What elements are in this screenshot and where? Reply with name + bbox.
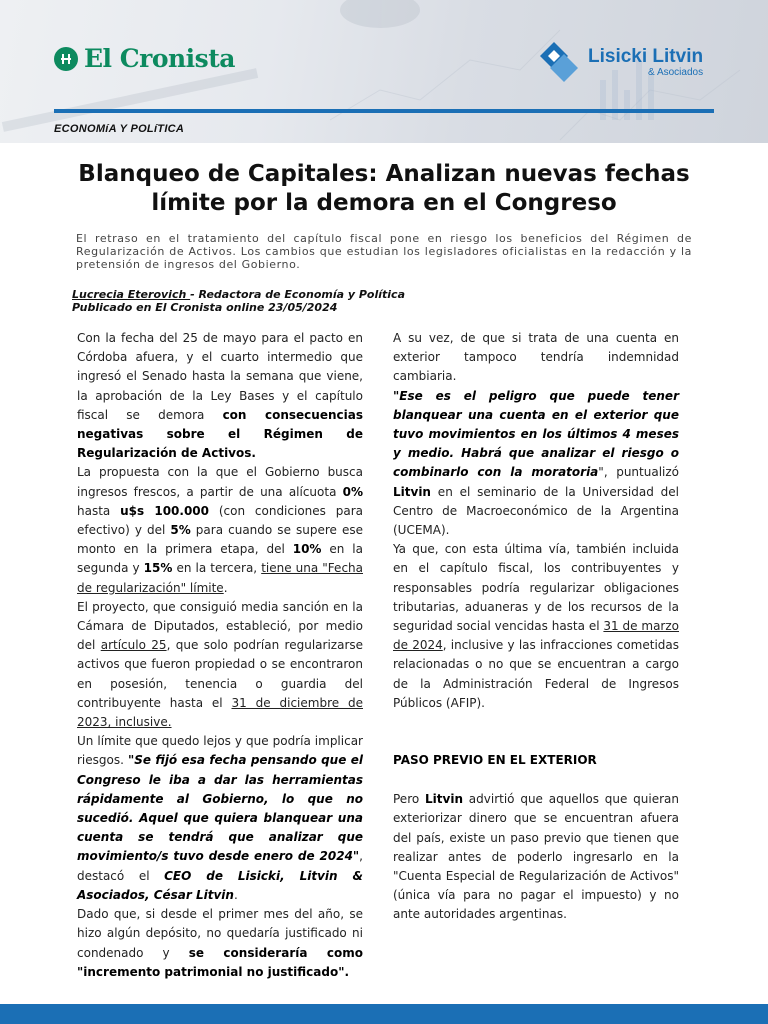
paragraph: Un límite que quedo lejos y que podría implicar riesgos. "Se fijó esa fecha pensando que el Congreso le iba a dar las herramientas rápidamente al Gobierno, lo que no sucedió. Aquel que quiera blanquear una cuenta se tendrá que analizar que movimiento/s tuvo desde enero de 2024", destacó el CEO de Lisicki, Litvin & Asociados, César Litvin. <box>77 734 363 902</box>
lisicki-litvin-logo <box>536 40 703 84</box>
author-name[interactable]: Lucrecia Eterovich <box>72 288 191 301</box>
paragraph: Pero Litvin advirtió que aquellos que quieran exteriorizar dinero que se encuentran afuera del país, existe un paso previo que tienen que realizar antes de poderlo ingresarlo en la "Cuenta Especial de Regularización de Activos" (única vía para no pagar el impuesto) y no ante autoridades argentinas. <box>393 792 679 922</box>
header-band <box>0 0 768 143</box>
section-subheading: PASO PREVIO EN EL EXTERIOR <box>393 753 597 768</box>
moratorium-date-link[interactable]: 31 de marzo de 2024 <box>393 619 680 653</box>
paragraph: Dado que, si desde el primer mes del año, se hizo algún depósito, no quedaría justificado ni condenado y se consideraría como "incremento patrimonial no justificado". <box>77 907 363 979</box>
paragraph: Ya que, con esta última vía, también incluida en el capítulo fiscal, los contribuyentes y responsables podría regularizar obligaciones tributarias, aduaneras y de los recursos de la seguridad social vencidas hasta el 31 de marzo de 2024, inclusive y las infracciones cometidas relacionadas o no que se encuentran a cargo de la Administración Federal de Ingresos Públicos (AFIP). <box>393 542 680 710</box>
article-25-link[interactable]: artículo 25 <box>100 638 167 653</box>
paragraph: Con la fecha del 25 de mayo para el pacto en Córdoba afuera, y el cuarto intermedio que ingresó el Senado hasta la semana que viene, la aprobación de la Ley Bases y el capítulo fiscal se demora con consecuencias negativas sobre el Régimen de Regularización de Activos. <box>77 331 363 461</box>
article-column-left <box>77 329 363 982</box>
footer-bar <box>0 1004 768 1024</box>
partner-name: Lisicki Litvin <box>588 45 704 67</box>
paragraph: El proyecto, que consiguió media sanción en la Cámara de Diputados, estableció, por medio del artículo 25, que solo podrían regularizarse activos que fueron propiedad o se encontraron en posesión, tenencia o guardia del contribuyente hasta el 31 de diciembre de 2023, inclusive. <box>77 599 364 730</box>
brand-name: El Cronista <box>84 44 235 73</box>
publication-date: Publicado en El Cronista online 23/05/2024 <box>72 301 338 314</box>
byline <box>72 288 672 314</box>
el-cronista-logo-icon <box>54 47 78 71</box>
article-title: Blanqueo de Capitales: Analizan nuevas fechas límite por la demora en el Congreso <box>78 161 690 216</box>
section-label: ECONOMíA Y POLíTICA <box>54 123 185 135</box>
quote: "Ese es el peligro que puede tener blanquear una cuenta en el exterior que tuvo movimientos en los últimos 4 meses y medio. Habrá que analizar el riesgo o combinarlo con la moratoria <box>393 388 679 480</box>
partner-subtitle: & Asociados <box>648 66 704 78</box>
lisicki-litvin-logo-icon <box>536 40 582 84</box>
header-divider <box>54 109 714 113</box>
deadline-date-link[interactable]: 31 de diciembre de 2023, inclusive. <box>77 695 363 730</box>
article-column-right <box>393 329 679 925</box>
article-dek: El retraso en el tratamiento del capítulo fiscal pone en riesgo los beneficios del Régimen de Regularización de Activos. Los cambios que estudian los legisladores oficialistas en la redacción y la pretensión de ingresos del Gobierno. <box>76 232 692 271</box>
author-role: - Redactora de Economía y Política <box>190 288 405 301</box>
paragraph: A su vez, de que si trata de una cuenta en exterior tampoco tendría indemnidad cambiaria. <box>393 331 679 384</box>
el-cronista-logo <box>54 44 235 73</box>
paragraph: "Ese es el peligro que puede tener blanquear una cuenta en el exterior que tuvo movimientos en los últimos 4 meses y medio. Habrá que analizar el riesgo o combinarlo con la moratoria", puntualizó Litvin en el seminario de la Universidad del Centro de Macroeconómico de la Argentina (UCEMA). <box>393 388 680 538</box>
paragraph: La propuesta con la que el Gobierno busca ingresos frescos, a partir de una alícuota 0% hasta u$s 100.000 (con condiciones para efectivo) y del 5% para cuando se supere ese monto en la primera etapa, del 10% en la segunda y 15% en la tercera, tiene una "Fecha de regularización" límite. <box>77 465 363 595</box>
regularization-date-link[interactable]: tiene una "Fecha de regularización" límite <box>77 561 363 595</box>
